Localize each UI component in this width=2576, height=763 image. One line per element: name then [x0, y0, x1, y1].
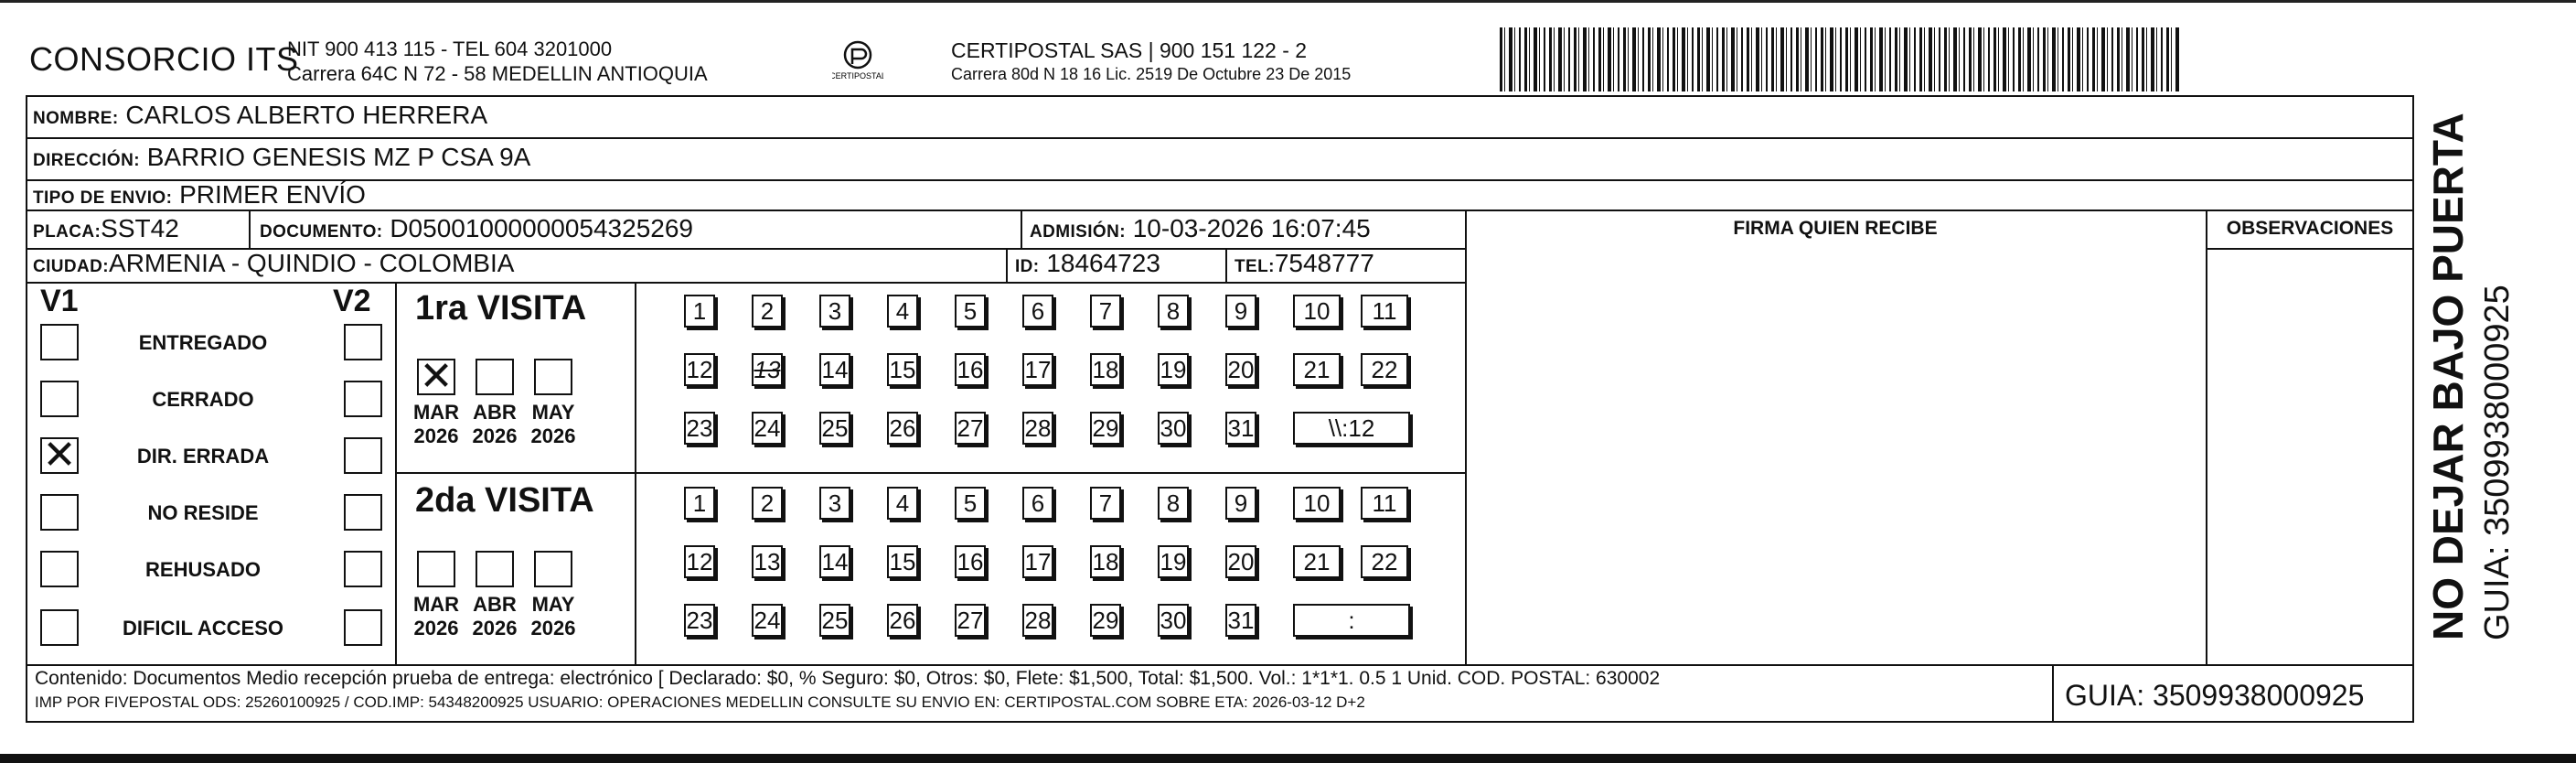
footer-divider	[27, 664, 2412, 666]
observations-area[interactable]	[2207, 250, 2412, 662]
day-box[interactable]: 24	[752, 604, 783, 637]
v2-header: V2	[333, 284, 371, 318]
field-ciudad	[33, 249, 514, 278]
side-guia: GUIA: 3509938000925	[2478, 285, 2517, 640]
v1-header: V1	[40, 284, 79, 318]
col-divider	[1006, 248, 1008, 282]
month-label	[528, 593, 579, 640]
bottom-bar	[0, 754, 2576, 763]
status-label: NO RESIDE	[147, 501, 259, 524]
field-value: 10-03-2026 16:07:45	[1132, 214, 1371, 242]
day-box[interactable]: 29	[1090, 604, 1121, 637]
day-box[interactable]: 12	[684, 545, 715, 578]
day-box[interactable]: 22	[1361, 353, 1408, 386]
field-label: CIUDAD:	[33, 257, 110, 276]
day-box[interactable]: 4	[887, 295, 918, 328]
field-label: TEL:	[1235, 257, 1275, 276]
month-name: MAY	[531, 401, 575, 424]
carrier-line-1: CERTIPOSTAL SAS | 900 151 122 - 2	[951, 38, 1308, 62]
v1-checkbox[interactable]	[40, 609, 79, 646]
field-label: DIRECCIÓN:	[33, 151, 140, 170]
day-box[interactable]: 1	[684, 295, 715, 328]
field-value: PRIMER ENVÍO	[179, 180, 366, 209]
day-box[interactable]: 8	[1158, 487, 1189, 520]
day-box[interactable]: 3	[819, 487, 850, 520]
day-box[interactable]: 19	[1158, 353, 1189, 386]
v2-checkbox[interactable]	[344, 324, 382, 360]
v1-checkbox[interactable]	[40, 381, 79, 417]
day-box[interactable]: 6	[1022, 295, 1053, 328]
footer-guia: GUIA: 3509938000925	[2065, 679, 2365, 712]
v2-checkbox[interactable]	[344, 494, 382, 531]
day-box[interactable]: 19	[1158, 545, 1189, 578]
month-year: 2026	[472, 617, 518, 639]
col-divider	[249, 210, 251, 248]
month-year: 2026	[472, 424, 518, 447]
field-nombre	[33, 101, 487, 130]
month-year: 2026	[530, 617, 576, 639]
delivery-form	[26, 95, 2414, 723]
day-box[interactable]: 24	[752, 412, 783, 445]
v2-checkbox[interactable]	[344, 609, 382, 646]
day-box[interactable]: 14	[819, 545, 850, 578]
day-box[interactable]: 17	[1022, 545, 1053, 578]
day-box[interactable]: 29	[1090, 412, 1121, 445]
day-box[interactable]: 27	[955, 604, 986, 637]
time-box[interactable]: \\:12	[1293, 412, 1410, 445]
field-label: DOCUMENTO:	[260, 222, 383, 242]
field-value: ARMENIA - QUINDIO - COLOMBIA	[109, 249, 515, 277]
day-box[interactable]: 13	[752, 353, 783, 386]
footer-print-info: IMP POR FIVEPOSTAL ODS: 25260100925 / COD.IMP: 54348200925 USUARIO: OPERACIONES MEDELLIN CONSULTE SU ENVIO EN: CERTIPOSTAL.COM SOBRE ETA: 2026-03-12 D+2	[35, 693, 1365, 711]
day-box[interactable]: 21	[1293, 545, 1341, 578]
day-box[interactable]: 18	[1090, 353, 1121, 386]
field-value: 7548777	[1274, 249, 1374, 277]
day-box[interactable]: 21	[1293, 353, 1341, 386]
month-checkbox[interactable]	[417, 551, 455, 587]
month-name: MAR	[412, 593, 460, 616]
day-box[interactable]: 31	[1225, 604, 1256, 637]
day-box[interactable]: 5	[955, 487, 986, 520]
status-label: REHUSADO	[145, 558, 261, 581]
day-box[interactable]: 2	[752, 487, 783, 520]
row-divider	[27, 210, 2412, 211]
field-value: CARLOS ALBERTO HERRERA	[125, 101, 488, 129]
visit-divider	[395, 472, 1465, 474]
field-value: SST42	[101, 214, 179, 242]
day-box[interactable]: 13	[752, 545, 783, 578]
day-box[interactable]: 7	[1090, 295, 1121, 328]
day-box[interactable]: 10	[1293, 487, 1341, 520]
barcode	[1500, 27, 2181, 91]
field-tipo	[33, 180, 366, 210]
company-nit-line: NIT 900 413 115 - TEL 604 3201000	[287, 38, 613, 60]
day-box[interactable]: 7	[1090, 487, 1121, 520]
day-box[interactable]: 18	[1090, 545, 1121, 578]
signature-area[interactable]	[1467, 250, 2204, 662]
day-box[interactable]: 26	[887, 412, 918, 445]
day-box[interactable]: 25	[819, 604, 850, 637]
day-box[interactable]: 2	[752, 295, 783, 328]
day-box[interactable]: 8	[1158, 295, 1189, 328]
month-year: 2026	[530, 424, 576, 447]
field-label: NOMBRE:	[33, 109, 119, 128]
status-label: DIR. ERRADA	[136, 445, 270, 467]
row-divider	[27, 282, 1465, 284]
carrier-info	[951, 38, 1351, 85]
field-label: ADMISIÓN:	[1030, 222, 1126, 242]
month-label	[469, 593, 520, 640]
company-name: CONSORCIO ITS	[29, 40, 299, 78]
top-rule	[0, 0, 2576, 3]
day-box[interactable]: 4	[887, 487, 918, 520]
col-divider	[2052, 664, 2054, 721]
month-label	[469, 401, 520, 448]
time-box[interactable]: :	[1293, 604, 1410, 637]
v2-checkbox[interactable]	[344, 551, 382, 587]
day-box[interactable]: 30	[1158, 604, 1189, 637]
carrier-line-2: Carrera 80d N 18 16 Lic. 2519 De Octubre 23 De 2015	[951, 65, 1352, 83]
day-box[interactable]: 1	[684, 487, 715, 520]
logo-text: CERTIPOSTAL	[832, 71, 883, 81]
month-year: 2026	[413, 617, 459, 639]
observaciones-header: OBSERVACIONES	[2226, 218, 2394, 239]
v1-checkbox[interactable]	[40, 324, 79, 360]
day-box[interactable]: 11	[1361, 487, 1408, 520]
day-box[interactable]: 3	[819, 295, 850, 328]
day-box[interactable]: 16	[955, 545, 986, 578]
field-documento	[260, 214, 693, 243]
v1-checkbox[interactable]	[40, 433, 79, 478]
field-tel	[1235, 249, 1374, 278]
field-label: ID:	[1015, 257, 1040, 276]
status-label: CERRADO	[152, 388, 254, 411]
month-checkbox[interactable]	[476, 359, 514, 395]
month-checkbox[interactable]	[476, 551, 514, 587]
day-box[interactable]: 23	[684, 412, 715, 445]
company-info	[287, 37, 708, 86]
field-id	[1015, 249, 1160, 278]
day-box[interactable]: 16	[955, 353, 986, 386]
field-value: BARRIO GENESIS MZ P CSA 9A	[146, 143, 531, 171]
day-box[interactable]: 20	[1225, 353, 1256, 386]
check-mark-icon: ✕	[42, 433, 77, 478]
field-direccion	[33, 143, 530, 172]
day-box[interactable]: 14	[819, 353, 850, 386]
day-box[interactable]: 9	[1225, 295, 1256, 328]
footer-contents: Contenido: Documentos Medio recepción prueba de entrega: electrónico [ Declarado: $0, % Seguro: $0, Otros: $0, Flete: $1,500, Total: $1,500. Vol.: 1*1*1. 0.5 1 Unid. COD. POSTAL: 630002	[35, 668, 1661, 689]
field-label: PLACA:	[33, 222, 102, 242]
field-value: 18464723	[1046, 249, 1160, 277]
status-label: ENTREGADO	[138, 331, 268, 354]
visit2-title: 2da VISITA	[415, 481, 594, 520]
v2-checkbox[interactable]	[344, 437, 382, 474]
month-year: 2026	[413, 424, 459, 447]
side-notice: NO DEJAR BAJO PUERTA	[2424, 113, 2472, 640]
day-box[interactable]: 11	[1361, 295, 1408, 328]
day-box[interactable]: 31	[1225, 412, 1256, 445]
field-label: TIPO DE ENVIO:	[33, 188, 173, 208]
day-box[interactable]: 28	[1022, 412, 1053, 445]
day-box[interactable]: 25	[819, 412, 850, 445]
day-box[interactable]: 23	[684, 604, 715, 637]
v2-checkbox[interactable]	[344, 381, 382, 417]
logo-emblem-icon	[832, 37, 883, 88]
day-box[interactable]: 26	[887, 604, 918, 637]
month-checkbox[interactable]	[534, 359, 572, 395]
day-box[interactable]: 15	[887, 353, 918, 386]
v1-checkbox[interactable]	[40, 494, 79, 531]
day-box[interactable]: 17	[1022, 353, 1053, 386]
col-divider	[1021, 210, 1022, 248]
field-value: D05001000000054325269	[390, 214, 693, 242]
row-divider	[27, 137, 2412, 139]
day-box[interactable]: 9	[1225, 487, 1256, 520]
day-box[interactable]: 22	[1361, 545, 1408, 578]
month-name: ABR	[473, 401, 517, 424]
month-label	[528, 401, 579, 448]
field-admision	[1030, 214, 1371, 243]
firma-header: FIRMA QUIEN RECIBE	[1733, 218, 1938, 239]
row-divider	[27, 179, 2412, 181]
field-placa	[33, 214, 179, 243]
company-address-line: Carrera 64C N 72 - 58 MEDELLIN ANTIOQUIA	[287, 62, 708, 85]
month-label	[411, 593, 462, 640]
col-divider	[1225, 248, 1227, 282]
month-label	[411, 401, 462, 448]
day-box[interactable]: 27	[955, 412, 986, 445]
day-box[interactable]: 20	[1225, 545, 1256, 578]
month-name: ABR	[473, 593, 517, 616]
status-label: DIFICIL ACCESO	[122, 617, 283, 639]
day-box[interactable]: 30	[1158, 412, 1189, 445]
month-checkbox[interactable]	[417, 354, 455, 399]
day-box[interactable]: 28	[1022, 604, 1053, 637]
day-box[interactable]: 6	[1022, 487, 1053, 520]
v1-checkbox[interactable]	[40, 551, 79, 587]
month-checkbox[interactable]	[534, 551, 572, 587]
month-name: MAY	[531, 593, 575, 616]
check-mark-icon: ✕	[419, 354, 454, 399]
day-box[interactable]: 10	[1293, 295, 1341, 328]
day-box[interactable]: 5	[955, 295, 986, 328]
day-box[interactable]: 12	[684, 353, 715, 386]
visit1-title: 1ra VISITA	[415, 289, 587, 328]
month-name: MAR	[412, 401, 460, 424]
certipostal-logo	[832, 37, 883, 88]
day-box[interactable]: 15	[887, 545, 918, 578]
